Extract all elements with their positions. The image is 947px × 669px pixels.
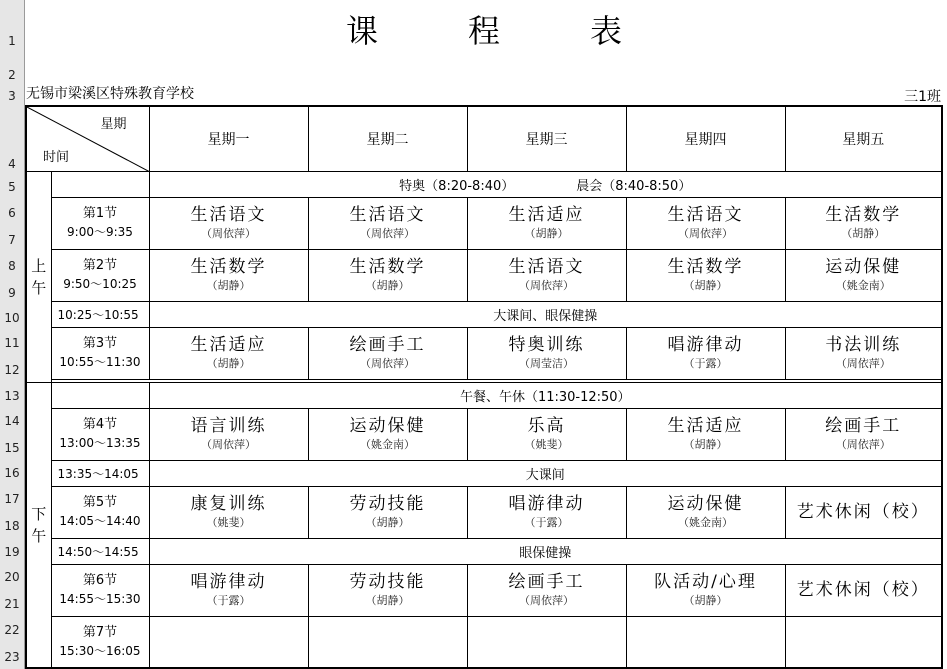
lesson-teacher: （姚金南） <box>835 279 891 292</box>
row-number[interactable]: 21 <box>4 597 20 611</box>
lesson-subject: 绘画手工 <box>349 335 426 355</box>
empty-cell <box>51 171 149 197</box>
break-row <box>26 460 942 486</box>
lesson-cell <box>785 197 942 249</box>
banner-special-olympics: 特奥（8:20-8:40） <box>399 178 515 194</box>
lesson-cell <box>467 249 626 301</box>
morning-banner <box>149 171 942 197</box>
lesson-subject: 书法训练 <box>825 335 902 355</box>
period-row <box>26 249 942 301</box>
row-number[interactable]: 10 <box>4 311 20 325</box>
period-cell <box>51 486 149 538</box>
lesson-teacher: （周依萍） <box>360 227 415 240</box>
lesson-subject: 运动保健 <box>825 257 902 277</box>
morning-banner-row <box>26 171 942 197</box>
lesson-cell <box>149 564 308 616</box>
lesson-subject: 生活数学 <box>667 257 744 277</box>
lesson-subject: 艺术休闲（校） <box>796 502 930 522</box>
period-cell <box>51 197 149 249</box>
period-time: 14:55～15:30 <box>59 592 141 606</box>
timetable <box>25 105 943 669</box>
lesson-subject: 特奥训练 <box>508 335 585 355</box>
lesson-subject: 生活数学 <box>349 257 426 277</box>
lesson-cell <box>308 249 467 301</box>
lesson-teacher: （胡静） <box>365 516 410 529</box>
lesson-subject: 生活语文 <box>667 205 744 225</box>
lesson-subject: 生活适应 <box>190 335 267 355</box>
lunch-row <box>26 382 942 408</box>
lesson-teacher: （周依萍） <box>678 227 733 240</box>
lesson-teacher: （于露） <box>524 516 569 529</box>
lesson-teacher: （周依萍） <box>835 357 891 370</box>
break-row <box>26 538 942 564</box>
lesson-subject: 绘画手工 <box>825 416 902 436</box>
lesson-teacher: （周依萍） <box>835 438 891 451</box>
period-cell <box>51 327 149 379</box>
lesson-cell <box>467 616 626 668</box>
lesson-teacher: （周依萍） <box>519 594 574 607</box>
period-time: 14:05～14:40 <box>59 514 141 528</box>
title-char: 表 <box>590 12 623 50</box>
lesson-teacher: （胡静） <box>841 227 886 240</box>
row-number[interactable]: 5 <box>8 180 16 194</box>
lunch-label: 午餐、午休（11:30-12:50） <box>149 382 942 408</box>
lesson-teacher: （于露） <box>206 594 251 607</box>
row-number[interactable]: 16 <box>4 466 20 480</box>
break-label: 大课间 <box>149 460 942 486</box>
lesson-teacher: （姚金南） <box>360 438 415 451</box>
lesson-subject: 运动保健 <box>349 416 426 436</box>
lesson-cell <box>467 197 626 249</box>
row-number[interactable]: 14 <box>4 414 20 428</box>
lesson-cell <box>626 197 785 249</box>
header-row <box>26 106 942 171</box>
lesson-subject: 生活数学 <box>190 257 267 277</box>
diag-label-time: 时间 <box>43 149 70 165</box>
lesson-teacher: （周依萍） <box>201 438 256 451</box>
period-cell <box>51 408 149 460</box>
lesson-cell <box>785 616 942 668</box>
lesson-cell <box>308 408 467 460</box>
lesson-cell <box>626 249 785 301</box>
row-number[interactable]: 19 <box>4 545 20 559</box>
lesson-cell <box>467 408 626 460</box>
row-number[interactable]: 2 <box>8 68 16 82</box>
break-time: 10:25～10:55 <box>51 301 149 327</box>
lesson-teacher: （胡静） <box>365 279 410 292</box>
lesson-cell <box>149 408 308 460</box>
lesson-subject: 生活语文 <box>349 205 426 225</box>
period-time: 13:00～13:35 <box>59 436 141 450</box>
lesson-cell <box>467 327 626 379</box>
lesson-teacher: （胡静） <box>206 279 251 292</box>
period-row <box>26 408 942 460</box>
period-name: 第1节 <box>82 206 118 221</box>
lesson-cell <box>308 486 467 538</box>
lesson-teacher: （姚金南） <box>678 516 733 529</box>
period-row <box>26 564 942 616</box>
afternoon-label <box>26 382 51 668</box>
morning-char: 午 <box>31 278 47 297</box>
day-header: 星期四 <box>626 106 785 171</box>
period-row <box>26 327 942 379</box>
period-row <box>26 616 942 668</box>
row-number[interactable]: 13 <box>4 389 20 403</box>
afternoon-char: 午 <box>31 526 47 545</box>
row-number[interactable]: 20 <box>4 570 20 584</box>
row-number[interactable]: 9 <box>8 286 16 300</box>
period-name: 第3节 <box>82 336 118 351</box>
lesson-cell <box>467 486 626 538</box>
lesson-teacher: （周依萍） <box>360 357 415 370</box>
lesson-cell <box>626 616 785 668</box>
lesson-teacher: （周依萍） <box>201 227 256 240</box>
row-number[interactable]: 4 <box>8 157 16 171</box>
period-row <box>26 486 942 538</box>
title-char: 程 <box>468 12 501 50</box>
lesson-cell <box>308 197 467 249</box>
row-number[interactable]: 11 <box>4 336 20 350</box>
lesson-teacher: （姚斐） <box>524 438 569 451</box>
period-cell <box>51 564 149 616</box>
break-time: 14:50～14:55 <box>51 538 149 564</box>
lesson-cell <box>785 408 942 460</box>
period-cell <box>51 616 149 668</box>
lesson-cell <box>149 327 308 379</box>
lesson-cell <box>308 616 467 668</box>
lesson-subject: 语言训练 <box>190 416 267 436</box>
row-number[interactable]: 6 <box>8 206 16 220</box>
afternoon-char: 下 <box>31 504 47 523</box>
morning-char: 上 <box>31 256 47 275</box>
period-row <box>26 197 942 249</box>
lesson-cell <box>785 249 942 301</box>
lesson-subject: 艺术休闲（校） <box>796 580 930 600</box>
period-cell <box>51 249 149 301</box>
period-time: 10:55～11:30 <box>59 355 141 369</box>
lesson-cell <box>467 564 626 616</box>
period-name: 第4节 <box>82 417 118 432</box>
lesson-cell <box>149 249 308 301</box>
row-number[interactable]: 23 <box>4 650 20 664</box>
lesson-cell <box>149 197 308 249</box>
lesson-cell <box>626 486 785 538</box>
row-number[interactable]: 17 <box>4 492 20 506</box>
lesson-teacher: （胡静） <box>683 279 728 292</box>
lesson-teacher: （胡静） <box>683 594 728 607</box>
lesson-cell <box>626 327 785 379</box>
period-name: 第2节 <box>82 258 118 273</box>
lesson-subject: 生活适应 <box>667 416 744 436</box>
lesson-cell <box>149 486 308 538</box>
lesson-cell <box>308 327 467 379</box>
lesson-subject: 生活数学 <box>825 205 902 225</box>
row-number[interactable]: 15 <box>4 441 20 455</box>
lesson-subject: 唱游律动 <box>190 572 267 592</box>
break-time: 13:35～14:05 <box>51 460 149 486</box>
lesson-teacher: （姚斐） <box>206 516 251 529</box>
lesson-subject: 生活适应 <box>508 205 585 225</box>
break-label: 大课间、眼保健操 <box>149 301 942 327</box>
lesson-subject: 运动保健 <box>667 494 744 514</box>
lesson-teacher: （周依萍） <box>519 279 574 292</box>
lesson-cell <box>149 616 308 668</box>
row-number[interactable]: 1 <box>8 34 16 48</box>
lesson-subject: 唱游律动 <box>508 494 585 514</box>
empty-cell <box>51 382 149 408</box>
lesson-subject: 生活语文 <box>190 205 267 225</box>
row-number[interactable]: 18 <box>4 519 20 533</box>
row-number[interactable]: 7 <box>8 233 16 247</box>
lesson-cell <box>308 564 467 616</box>
lesson-cell <box>785 564 942 616</box>
period-time: 15:30～16:05 <box>59 643 141 658</box>
page-title <box>24 6 947 48</box>
lesson-cell <box>626 408 785 460</box>
break-label: 眼保健操 <box>149 538 942 564</box>
period-time: 9:50～10:25 <box>63 277 137 291</box>
class-name: 三1班 <box>904 89 941 105</box>
lesson-subject: 康复训练 <box>190 494 267 514</box>
banner-morning-meeting: 晨会（8:40-8:50） <box>576 178 692 194</box>
morning-label <box>26 171 51 382</box>
day-header: 星期一 <box>149 106 308 171</box>
lesson-teacher: （胡静） <box>365 594 410 607</box>
lesson-subject: 生活语文 <box>508 257 585 277</box>
lesson-teacher: （胡静） <box>206 357 251 370</box>
period-name: 第5节 <box>82 495 118 510</box>
period-name: 第6节 <box>82 573 118 588</box>
diag-label-weekday: 星期 <box>100 117 127 132</box>
lesson-subject: 乐高 <box>527 416 566 436</box>
lesson-subject: 队活动/心理 <box>654 572 757 592</box>
day-header: 星期三 <box>467 106 626 171</box>
lesson-subject: 劳动技能 <box>349 494 426 514</box>
lesson-teacher: （胡静） <box>683 438 728 451</box>
day-header: 星期五 <box>785 106 942 171</box>
row-number[interactable]: 8 <box>8 259 16 273</box>
row-number[interactable]: 3 <box>8 89 16 103</box>
lesson-cell <box>626 564 785 616</box>
lesson-teacher: （周莹洁） <box>519 357 574 370</box>
period-time: 9:00～9:35 <box>67 225 133 239</box>
lesson-subject: 劳动技能 <box>349 572 426 592</box>
break-row <box>26 301 942 327</box>
lesson-subject: 唱游律动 <box>667 335 744 355</box>
lesson-teacher: （胡静） <box>524 227 569 240</box>
day-header: 星期二 <box>308 106 467 171</box>
period-name: 第7节 <box>82 624 118 640</box>
school-name: 无锡市梁溪区特殊教育学校 <box>26 86 194 102</box>
lesson-subject: 绘画手工 <box>508 572 585 592</box>
row-number[interactable]: 12 <box>4 363 20 377</box>
row-number[interactable]: 22 <box>4 623 20 637</box>
lesson-teacher: （于露） <box>683 357 728 370</box>
lesson-cell <box>785 486 942 538</box>
title-char: 课 <box>346 12 379 50</box>
diagonal-header-cell <box>26 106 149 171</box>
lesson-cell <box>785 327 942 379</box>
